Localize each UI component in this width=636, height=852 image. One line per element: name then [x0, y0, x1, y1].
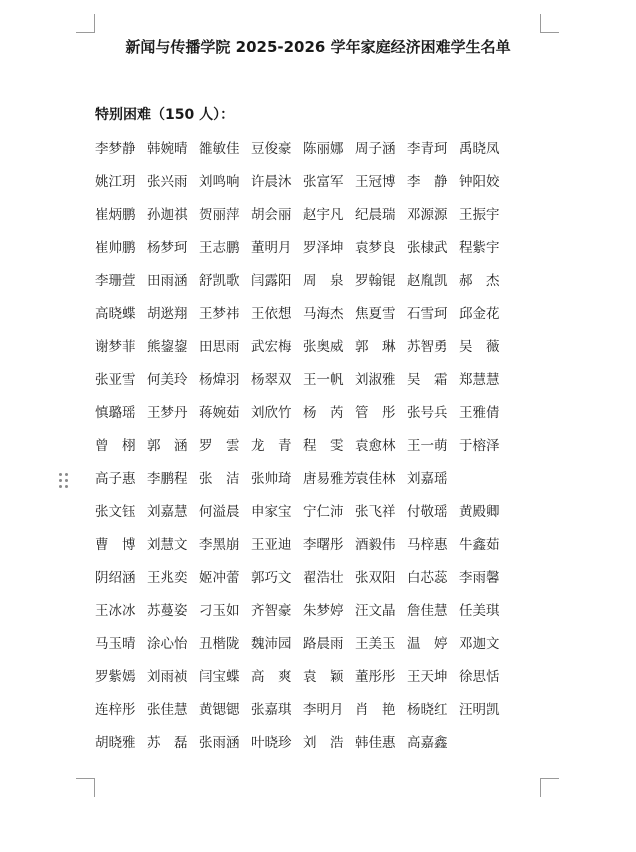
- student-name: 高晓蝶: [95, 306, 136, 322]
- student-name: 高 爽: [251, 669, 292, 685]
- student-name: 高嘉鑫: [407, 735, 448, 751]
- student-name: 郑慧慧: [459, 372, 500, 388]
- student-name: 王梦祎: [199, 306, 240, 322]
- student-name: 韩婉晴: [147, 141, 188, 157]
- student-name: 王冰冰: [95, 603, 136, 619]
- student-name: 杨翠双: [251, 372, 292, 388]
- student-name: 罗紫嫣: [95, 669, 136, 685]
- student-name: 王振宇: [459, 207, 500, 223]
- student-name: 袁 颖: [303, 669, 344, 685]
- student-name: 黄殿卿: [459, 504, 500, 520]
- student-name: 王梦丹: [147, 405, 188, 421]
- student-name: 石雪珂: [407, 306, 448, 322]
- student-name: 刘慧文: [147, 537, 188, 553]
- student-name: 韩佳惠: [355, 735, 396, 751]
- crop-mark-bottom-right: [540, 778, 559, 797]
- name-row: [95, 602, 555, 635]
- student-name: 贺丽萍: [199, 207, 240, 223]
- student-name: 程 雯: [303, 438, 344, 454]
- student-name: 李梦静: [95, 141, 136, 157]
- student-name: 张帅琦: [251, 471, 292, 487]
- student-name: 高子惠: [95, 471, 136, 487]
- name-row: [95, 338, 555, 371]
- student-name: 张富军: [303, 174, 344, 190]
- student-name: 管 彤: [355, 405, 396, 421]
- section-heading: 特别困难（150 人）：: [95, 107, 235, 123]
- crop-mark-top-left: [76, 14, 95, 33]
- student-name: 黄锶锶: [199, 702, 240, 718]
- crop-mark-bottom-left: [76, 778, 95, 797]
- name-row: [95, 569, 555, 602]
- name-row: [95, 239, 555, 272]
- student-name: 吴 霜: [407, 372, 448, 388]
- student-name: 刁玉如: [199, 603, 240, 619]
- student-name: 张雨涵: [199, 735, 240, 751]
- student-name: 袁佳林: [355, 471, 396, 487]
- name-row: [95, 140, 555, 173]
- student-name: 唐易雅芳: [303, 471, 357, 487]
- student-name: 王亚迪: [251, 537, 292, 553]
- student-name: 刘鸣响: [199, 174, 240, 190]
- student-name: 张号兵: [407, 405, 448, 421]
- student-name: 吴 薇: [459, 339, 500, 355]
- student-name: 闫露阳: [251, 273, 292, 289]
- name-row: [95, 305, 555, 338]
- student-name: 张兴雨: [147, 174, 188, 190]
- student-name: 周子涵: [355, 141, 396, 157]
- name-row: [95, 734, 555, 767]
- student-name: 豆俊豪: [251, 141, 292, 157]
- student-name: 曹 博: [95, 537, 136, 553]
- document-title: 新闻与传播学院 2025-2026 学年家庭经济困难学生名单: [125, 38, 511, 56]
- student-name: 胡晓雅: [95, 735, 136, 751]
- name-row: [95, 206, 555, 239]
- name-row: [95, 503, 555, 536]
- student-name: 王依想: [251, 306, 292, 322]
- student-name: 刘淑雅: [355, 372, 396, 388]
- student-name: 王一萌: [407, 438, 448, 454]
- student-name: 李雨馨: [459, 570, 500, 586]
- student-name: 姚江玥: [95, 174, 136, 190]
- student-name: 牛鑫茹: [459, 537, 500, 553]
- student-name: 许晨沐: [251, 174, 292, 190]
- student-name: 张奥威: [303, 339, 344, 355]
- student-name: 马玉晴: [95, 636, 136, 652]
- student-name: 肖 艳: [355, 702, 396, 718]
- student-name: 谢梦菲: [95, 339, 136, 355]
- name-row: [95, 437, 555, 470]
- student-name: 郭 涵: [147, 438, 188, 454]
- student-name: 禹晓凤: [459, 141, 500, 157]
- student-name: 熊鋆鋆: [147, 339, 188, 355]
- student-name: 胡会丽: [251, 207, 292, 223]
- student-name: 李曙彤: [303, 537, 344, 553]
- name-row: [95, 470, 555, 503]
- student-name: 闫宝蝶: [199, 669, 240, 685]
- student-name: 慎璐瑶: [95, 405, 136, 421]
- student-name: 张佳慧: [147, 702, 188, 718]
- student-name: 孙迦祺: [147, 207, 188, 223]
- student-name: 龙 青: [251, 438, 292, 454]
- student-name: 邓源源: [407, 207, 448, 223]
- student-name: 蒋婉茹: [199, 405, 240, 421]
- student-name: 王雅倩: [459, 405, 500, 421]
- student-name: 王天坤: [407, 669, 448, 685]
- student-name: 杨煒羽: [199, 372, 240, 388]
- student-name: 崔炳鹏: [95, 207, 136, 223]
- student-name: 刘欣竹: [251, 405, 292, 421]
- student-name: 汪文晶: [355, 603, 396, 619]
- student-name: 郭 琳: [355, 339, 396, 355]
- student-name: 路晨雨: [303, 636, 344, 652]
- student-name: 张双阳: [355, 570, 396, 586]
- student-name: 汪明凯: [459, 702, 500, 718]
- student-name: 张嘉琪: [251, 702, 292, 718]
- student-name: 曾 栩: [95, 438, 136, 454]
- name-row: [95, 635, 555, 668]
- student-name: 周 泉: [303, 273, 344, 289]
- student-name: 刘 浩: [303, 735, 344, 751]
- student-name: 李 静: [407, 174, 448, 190]
- student-name: 丑楷陇: [199, 636, 240, 652]
- student-name: 田思雨: [199, 339, 240, 355]
- name-row: [95, 668, 555, 701]
- student-name: 马海杰: [303, 306, 344, 322]
- student-name: 叶晓珍: [251, 735, 292, 751]
- student-name: 马梓惠: [407, 537, 448, 553]
- student-name: 李黑崩: [199, 537, 240, 553]
- student-name: 李鹏程: [147, 471, 188, 487]
- student-name: 白芯蕊: [407, 570, 448, 586]
- student-name: 赵胤凯: [407, 273, 448, 289]
- crop-mark-top-right: [540, 14, 559, 33]
- student-name: 齐智豪: [251, 603, 292, 619]
- student-name: 申家宝: [251, 504, 292, 520]
- student-name: 酒毅伟: [355, 537, 396, 553]
- student-name: 翟浩壮: [303, 570, 344, 586]
- name-row: [95, 272, 555, 305]
- student-name: 张文钰: [95, 504, 136, 520]
- student-name: 李青珂: [407, 141, 448, 157]
- name-row: [95, 404, 555, 437]
- student-name: 董彤彤: [355, 669, 396, 685]
- student-name: 赵宇凡: [303, 207, 344, 223]
- student-name: 刘嘉慧: [147, 504, 188, 520]
- name-row: [95, 173, 555, 206]
- student-name: 王美玉: [355, 636, 396, 652]
- student-name: 李珊萱: [95, 273, 136, 289]
- student-name: 王一帆: [303, 372, 344, 388]
- student-name: 徐思恬: [459, 669, 500, 685]
- student-name: 苏智勇: [407, 339, 448, 355]
- student-name: 阴绍涵: [95, 570, 136, 586]
- name-row: [95, 371, 555, 404]
- student-name: 王志鹏: [199, 240, 240, 256]
- student-name: 刘嘉瑶: [407, 471, 448, 487]
- student-name: 袁梦良: [355, 240, 396, 256]
- student-name: 何美玲: [147, 372, 188, 388]
- student-name: 王兆奕: [147, 570, 188, 586]
- student-name: 焦夏雪: [355, 306, 396, 322]
- student-name: 舒凯歌: [199, 273, 240, 289]
- student-name: 罗 雲: [199, 438, 240, 454]
- student-name: 朱梦婷: [303, 603, 344, 619]
- student-name: 雒敏佳: [199, 141, 240, 157]
- student-name: 杨晓红: [407, 702, 448, 718]
- student-name: 姬冲蕾: [199, 570, 240, 586]
- drag-handle-icon[interactable]: [58, 472, 70, 490]
- student-name-list: [95, 140, 555, 767]
- student-name: 王冠博: [355, 174, 396, 190]
- student-name: 郭巧文: [251, 570, 292, 586]
- student-name: 连梓彤: [95, 702, 136, 718]
- student-name: 刘雨祯: [147, 669, 188, 685]
- student-name: 武宏梅: [251, 339, 292, 355]
- student-name: 张飞祥: [355, 504, 396, 520]
- student-name: 于榕泽: [459, 438, 500, 454]
- student-name: 付敬瑶: [407, 504, 448, 520]
- student-name: 钟阳姣: [459, 174, 500, 190]
- student-name: 苏 磊: [147, 735, 188, 751]
- student-name: 魏沛园: [251, 636, 292, 652]
- student-name: 邱金花: [459, 306, 500, 322]
- student-name: 杨 芮: [303, 405, 344, 421]
- student-name: 苏蔓姿: [147, 603, 188, 619]
- student-name: 宁仁沛: [303, 504, 344, 520]
- student-name: 何溢晨: [199, 504, 240, 520]
- student-name: 纪晨瑞: [355, 207, 396, 223]
- name-row: [95, 701, 555, 734]
- student-name: 崔帅鹏: [95, 240, 136, 256]
- student-name: 张 洁: [199, 471, 240, 487]
- student-name: 罗翰锟: [355, 273, 396, 289]
- student-name: 李明月: [303, 702, 344, 718]
- student-name: 任美琪: [459, 603, 500, 619]
- student-name: 邓迦文: [459, 636, 500, 652]
- student-name: 温 婷: [407, 636, 448, 652]
- student-name: 涂心怡: [147, 636, 188, 652]
- student-name: 袁愈林: [355, 438, 396, 454]
- name-row: [95, 536, 555, 569]
- student-name: 董明月: [251, 240, 292, 256]
- student-name: 胡逖翔: [147, 306, 188, 322]
- student-name: 陈丽娜: [303, 141, 344, 157]
- student-name: 田雨涵: [147, 273, 188, 289]
- student-name: 罗泽坤: [303, 240, 344, 256]
- student-name: 张亚雪: [95, 372, 136, 388]
- student-name: 张棣武: [407, 240, 448, 256]
- student-name: 杨梦珂: [147, 240, 188, 256]
- student-name: 郝 杰: [459, 273, 500, 289]
- student-name: 詹佳慧: [407, 603, 448, 619]
- student-name: 程紫宇: [459, 240, 500, 256]
